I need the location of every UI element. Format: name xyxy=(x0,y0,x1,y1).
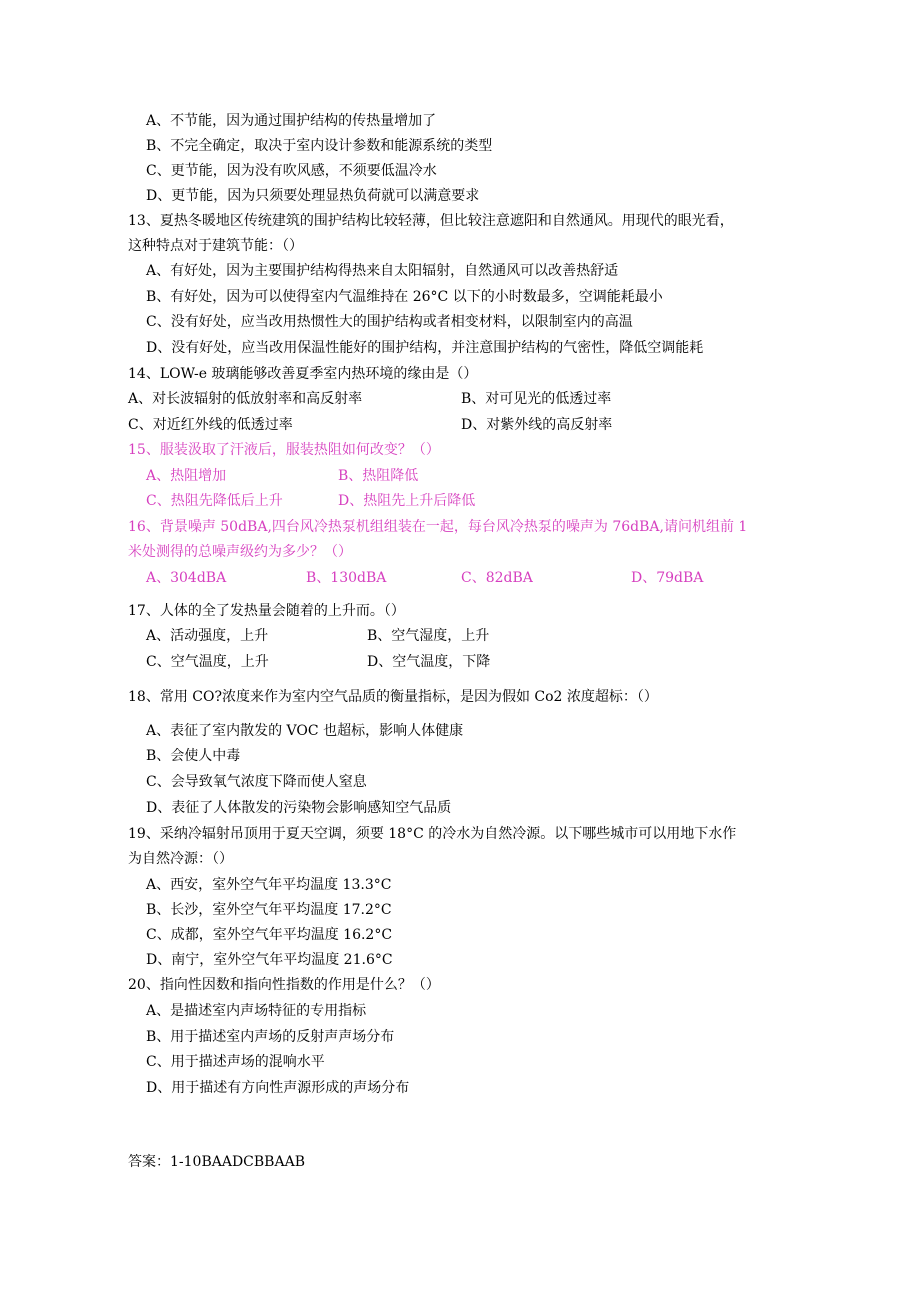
q16-stem-line2: 米处测得的总噪声级约为多少？（） xyxy=(128,544,352,560)
q12-option-b: B、不完全确定，取决于室内设计参数和能源系统的类型 xyxy=(146,138,493,154)
q13-option-c: C、没有好处，应当改用热惯性大的围护结构或者相变材料，以限制室内的高温 xyxy=(146,314,633,330)
q16-option-d: D、79dBA xyxy=(631,570,704,586)
q14-option-b: B、对可见光的低透过率 xyxy=(461,391,612,407)
q12-option-a: A、不节能，因为通过围护结构的传热量增加了 xyxy=(146,113,437,129)
q16-option-a: A、304dBA xyxy=(146,570,227,586)
q19-stem-line1: 19、采纳冷辐射吊顶用于夏天空调，须要 18°C 的冷水为自然冷源。以下哪些城市可以用地下水作 xyxy=(128,826,737,842)
q15-stem: 15、服装汲取了汗液后，服装热阻如何改变？（） xyxy=(128,442,440,458)
q15-option-a: A、热阻增加 xyxy=(146,468,227,484)
q20-option-c: C、用于描述声场的混响水平 xyxy=(146,1054,325,1070)
q17-option-d: D、空气温度，下降 xyxy=(367,654,491,670)
q18-option-a: A、表征了室内散发的 VOC 也超标，影响人体健康 xyxy=(146,723,464,739)
q19-option-b: B、长沙，室外空气年平均温度 17.2°C xyxy=(146,902,392,918)
q19-stem-line2: 为自然冷源：（） xyxy=(128,851,233,867)
q14-option-a: A、对长波辐射的低放射率和高反射率 xyxy=(128,391,363,407)
q18-option-c: C、会导致氧气浓度下降而使人窒息 xyxy=(146,774,367,790)
q17-option-a: A、活动强度，上升 xyxy=(146,628,269,644)
q16-option-b: B、130dBA xyxy=(306,570,387,586)
q16-option-c: C、82dBA xyxy=(461,570,533,586)
q20-option-a: A、是描述室内声场特征的专用指标 xyxy=(146,1003,367,1019)
q12-option-d: D、更节能，因为只须要处理显热负荷就可以满意要求 xyxy=(146,188,480,204)
q15-option-c: C、热阻先降低后上升 xyxy=(146,493,283,509)
q20-stem: 20、指向性因数和指向性指数的作用是什么？（） xyxy=(128,977,440,993)
q19-option-c: C、成都，室外空气年平均温度 16.2°C xyxy=(146,927,393,943)
q20-option-b: B、用于描述室内声场的反射声声场分布 xyxy=(146,1029,395,1045)
q13-option-d: D、没有好处，应当改用保温性能好的围护结构，并注意围护结构的气密性，降低空调能耗 xyxy=(146,340,704,356)
q13-option-a: A、有好处，因为主要围护结构得热来自太阳辐射，自然通风可以改善热舒适 xyxy=(146,263,619,279)
q13-stem-line2: 这种特点对于建筑节能：（） xyxy=(128,238,303,254)
answer-key: 答案：1-10BAADCBBAAB xyxy=(128,1154,305,1170)
q13-option-b: B、有好处，因为可以使得室内气温维持在 26°C 以下的小时数最多，空调能耗最小 xyxy=(146,289,663,305)
q18-option-b: B、会使人中毒 xyxy=(146,748,241,764)
q14-option-c: C、对近红外线的低透过率 xyxy=(128,417,293,433)
q18-stem: 18、常用 CO?浓度来作为室内空气品质的衡量指标，是因为假如 Co2 浓度超标：（） xyxy=(128,689,658,705)
q16-stem-line1: 16、背景噪声 50dBA,四台风冷热泵机组组装在一起，每台风冷热泵的噪声为 76dBA,请问机组前 1 xyxy=(128,519,748,535)
q15-option-b: B、热阻降低 xyxy=(338,468,419,484)
q13-stem-line1: 13、夏热冬暖地区传统建筑的围护结构比较轻薄，但比较注意遮阳和自然通风。用现代的眼光看， xyxy=(128,213,734,229)
q18-option-d: D、表征了人体散发的污染物会影响感知空气品质 xyxy=(146,800,452,816)
q19-option-d: D、南宁，室外空气年平均温度 21.6°C xyxy=(146,952,393,968)
q15-option-d: D、热阻先上升后降低 xyxy=(338,493,476,509)
q14-stem: 14、LOW-e 玻璃能够改善夏季室内热环境的缘由是（） xyxy=(128,366,478,382)
q14-option-d: D、对紫外线的高反射率 xyxy=(461,417,613,433)
q17-option-b: B、空气湿度，上升 xyxy=(367,628,490,644)
q20-option-d: D、用于描述有方向性声源形成的声场分布 xyxy=(146,1080,410,1096)
q12-option-c: C、更节能，因为没有吹风感，不须要低温冷水 xyxy=(146,163,437,179)
q17-option-c: C、空气温度，上升 xyxy=(146,654,269,670)
q19-option-a: A、西安，室外空气年平均温度 13.3°C xyxy=(146,877,392,893)
q17-stem: 17、人体的全了发热量会随着的上升而。（） xyxy=(128,603,405,619)
